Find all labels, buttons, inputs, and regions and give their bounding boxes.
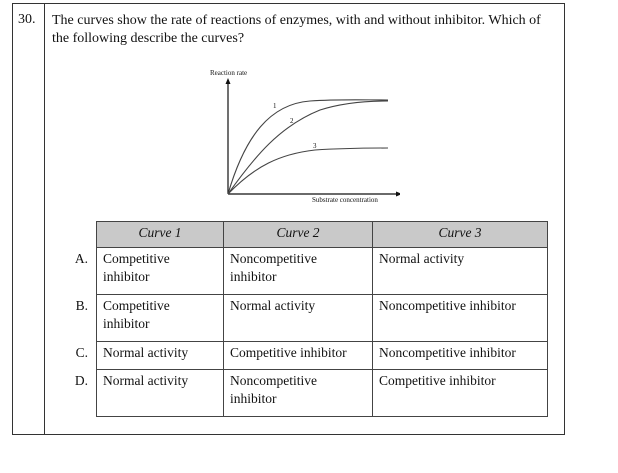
table-row[interactable] [60, 295, 548, 342]
row-b-curve-2: Normal activity [224, 295, 373, 342]
y-axis-arrow [226, 78, 231, 84]
row-c-curve-2: Competitive inhibitor [224, 342, 373, 370]
row-d-curve-2: Noncompetitive inhibitor [224, 370, 373, 417]
row-c-curve-3: Noncompetitive inhibitor [373, 342, 548, 370]
option-label: A. [74, 250, 88, 266]
row-d-curve-3: Competitive inhibitor [373, 370, 548, 417]
x-axis-label: Substrate concentration [312, 196, 378, 204]
table-row[interactable] [60, 370, 548, 417]
option-label: D. [74, 372, 88, 388]
row-c-curve-1: Normal activity [97, 342, 224, 370]
curve-1-label: 1 [273, 102, 277, 110]
table-row[interactable] [60, 248, 548, 295]
curve-2-label: 2 [290, 117, 294, 125]
table-header-row [60, 222, 548, 248]
number-column-divider [44, 3, 45, 435]
row-a-curve-1: Competitive inhibitor [97, 248, 224, 295]
row-b-curve-3: Noncompetitive inhibitor [373, 295, 548, 342]
header-curve-2: Curve 2 [224, 222, 373, 248]
answer-table [60, 221, 548, 417]
row-d-curve-1: Normal activity [97, 370, 224, 417]
curve-3 [228, 148, 388, 194]
reaction-rate-graph [200, 66, 400, 206]
x-axis-arrow [396, 192, 400, 197]
y-axis-label: Reaction rate [210, 69, 248, 77]
question-number: 30. [18, 12, 36, 27]
question-text: The curves show the rate of reactions of enzymes, with and without inhibitor. Which of the following describe the curves? [52, 13, 541, 46]
header-curve-3: Curve 3 [373, 222, 548, 248]
header-curve-1: Curve 1 [97, 222, 224, 248]
curve-2 [228, 101, 388, 194]
option-label: B. [75, 297, 88, 313]
row-a-curve-2: Noncompetitive inhibitor [224, 248, 373, 295]
curve-1 [228, 100, 388, 194]
graph-svg [200, 66, 400, 206]
option-label: C. [75, 344, 88, 360]
row-a-curve-3: Normal activity [373, 248, 548, 295]
curve-3-label: 3 [313, 142, 317, 150]
row-b-curve-1: Competitive inhibitor [97, 295, 224, 342]
table-row[interactable] [60, 342, 548, 370]
